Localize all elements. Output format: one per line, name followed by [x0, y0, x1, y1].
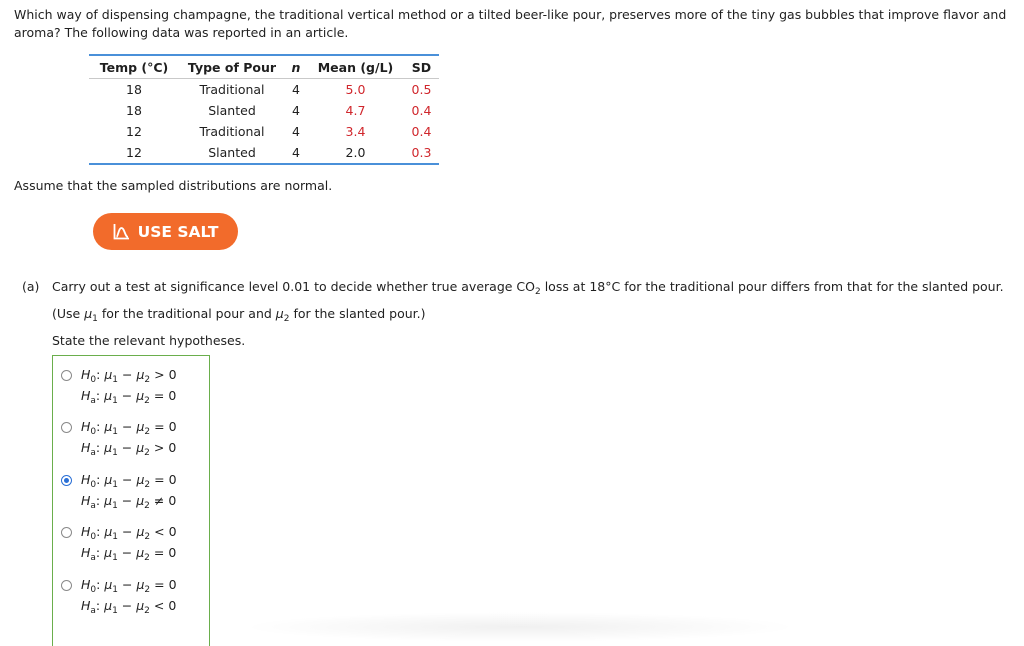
ha-operator: ≠: [153, 493, 165, 508]
question-intro: Which way of dispensing champagne, the traditional vertical method or a tilted beer-like pour, preserves more of the tiny gas bubbles that improve flavor and aroma? The following data was reported in an article.: [14, 7, 1007, 40]
radio-button[interactable]: [61, 527, 72, 538]
h0-operator: =: [154, 577, 165, 592]
cell-temp: 18: [126, 103, 142, 118]
h0-operator: =: [154, 472, 165, 487]
cell-mean: 3.4: [345, 124, 366, 139]
ha-operator: =: [153, 545, 165, 560]
mu1-subscript: 1: [92, 314, 98, 324]
null-hypothesis: $H_0$: $\mu_1 - \mu_2 > 0$: [81, 367, 177, 385]
header-pour: Type of Pour: [179, 55, 285, 79]
cell-temp: 12: [126, 124, 142, 139]
alternative-hypothesis: $H_a$: $\mu_1 - \mu_2 > 0$: [81, 440, 177, 458]
co2-subscript: 2: [534, 287, 541, 297]
table-header-row: [89, 55, 439, 79]
null-hypothesis: $H_0$: $\mu_1 - \mu_2 = 0$: [81, 419, 177, 437]
radio-button[interactable]: [61, 580, 72, 591]
null-hypothesis: $H_0$: $\mu_1 - \mu_2 < 0$: [81, 524, 177, 542]
cell-n: 4: [292, 124, 300, 139]
radio-button[interactable]: [61, 370, 72, 381]
cell-pour: Slanted: [208, 103, 256, 118]
cell-mean: 4.7: [345, 103, 366, 118]
mu-symbol: μ: [84, 306, 93, 321]
hypothesis-options: [52, 355, 210, 646]
bottom-shadow: [240, 612, 800, 642]
cell-n: 4: [292, 145, 300, 160]
assumption-text: Assume that the sampled distributions are normal.: [14, 178, 333, 193]
alternative-hypothesis: $H_a$: $\mu_1 - \mu_2 < 0$: [81, 598, 177, 616]
part-a-line2-suffix: for the slanted pour.): [289, 306, 426, 321]
mu-symbol: μ: [275, 306, 284, 321]
radio-button-selected[interactable]: [61, 475, 72, 486]
h0-operator: =: [154, 419, 165, 434]
data-table: [89, 54, 439, 165]
cell-sd: 0.3: [411, 145, 432, 160]
cell-temp: 12: [126, 145, 142, 160]
part-a-label: (a): [22, 279, 40, 294]
use-salt-label: USE SALT: [137, 222, 219, 241]
header-n: n: [285, 55, 307, 79]
cell-temp: 18: [126, 82, 142, 97]
part-a-text: Carry out a test at significance level 0.01 to decide whether true average CO: [52, 279, 535, 294]
cell-sd: 0.5: [411, 82, 432, 97]
salt-chart-icon: [113, 223, 130, 240]
cell-sd: 0.4: [411, 103, 432, 118]
part-a-question: [22, 276, 1004, 330]
null-hypothesis: $H_0$: $\mu_1 - \mu_2 = 0$: [81, 577, 177, 595]
table-row: [89, 79, 439, 101]
h0-operator: <: [154, 524, 165, 539]
alternative-hypothesis: $H_a$: $\mu_1 - \mu_2 = 0$: [81, 545, 177, 563]
use-salt-button[interactable]: [93, 213, 238, 250]
ha-operator: =: [153, 388, 165, 403]
header-temp: Temp (°C): [89, 55, 179, 79]
table-row: [89, 142, 439, 164]
ha-operator: <: [153, 598, 165, 613]
mu2-subscript: 2: [283, 314, 290, 324]
table-row: [89, 100, 439, 121]
cell-n: 4: [292, 103, 300, 118]
header-mean: Mean (g/L): [307, 55, 404, 79]
ha-operator: >: [153, 440, 165, 455]
state-hypotheses-prompt: State the relevant hypotheses.: [52, 333, 246, 348]
cell-pour: Slanted: [208, 145, 256, 160]
alternative-hypothesis: $H_a$: $\mu_1 - \mu_2 = 0$: [81, 388, 177, 406]
part-a-line2-mid: for the traditional pour and: [97, 306, 276, 321]
cell-pour: Traditional: [199, 124, 265, 139]
alternative-hypothesis: $H_a$: $\mu_1 - \mu_2 \ne 0$: [81, 493, 177, 511]
cell-mean: 2.0: [345, 145, 366, 160]
cell-mean: 5.0: [345, 82, 366, 97]
cell-n: 4: [292, 82, 300, 97]
radio-button[interactable]: [61, 422, 72, 433]
header-sd: SD: [404, 55, 439, 79]
part-a-line2-prefix: (Use: [52, 306, 85, 321]
null-hypothesis: $H_0$: $\mu_1 - \mu_2 = 0$: [81, 472, 177, 490]
h0-operator: >: [154, 367, 165, 382]
cell-sd: 0.4: [411, 124, 432, 139]
cell-pour: Traditional: [199, 82, 265, 97]
table-row: [89, 121, 439, 142]
part-a-text-cont: loss at 18°C for the traditional pour differs from that for the slanted pour.: [540, 279, 1004, 294]
